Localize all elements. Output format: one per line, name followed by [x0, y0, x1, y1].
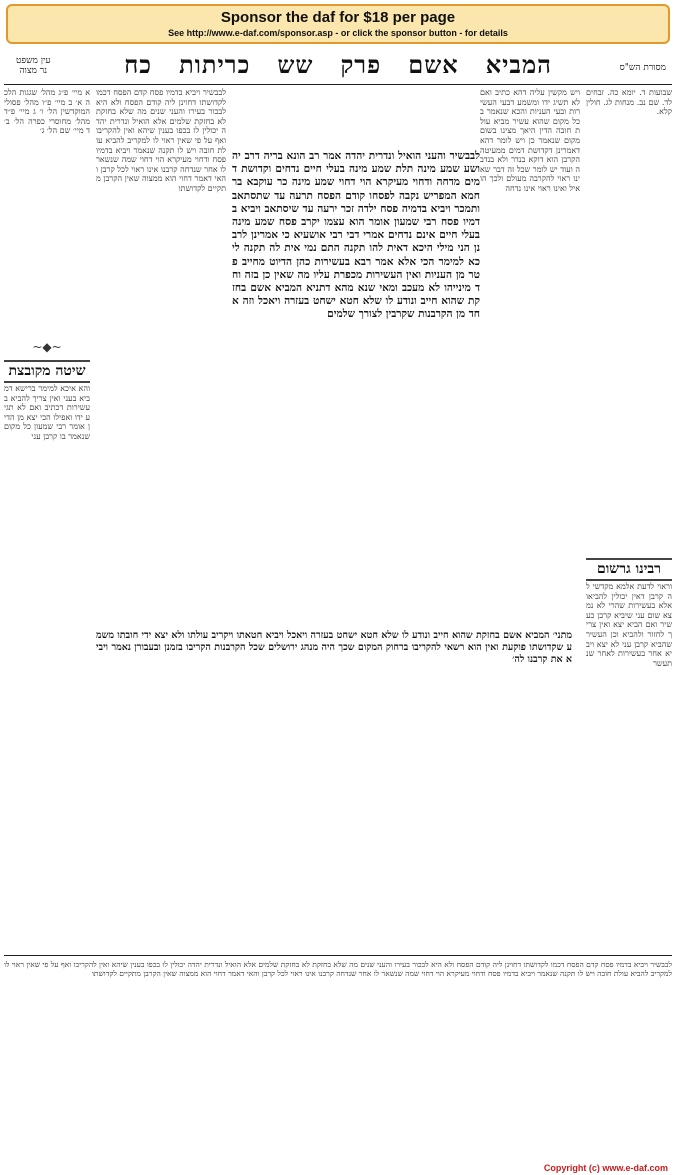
masoret-column: שבועות ד. יומא כה. זבחים לד. שם נב. מנחות לג. חולין קלא.	[586, 88, 672, 117]
title-word: כריתות	[179, 50, 251, 79]
bottom-commentary: לבבשיר ויביא בדמיו פסח קדם הפסח דכמו לקדושתו דחוינן ליה קודם הפסח ולא היא לבכור בעירו והעני שנים מה שלא בחזקת לא בחזקת שלמים אלא הואיל ונדרית יהדה יכולין לו בכפו בענין שיהא ואין להקריבו ואף על פי שאין ראוי לו למקריב להביא עולת חובה ויש לו תקנה שנאמר ויביא בדמיו פסח ודחוי מעיקרא הוי דחוי שמה שנשאר לו אחר שנדחה קרבנו אינו ראוי לכל קרבן והאי דאמר דחוי הוא ממצוה שאין הקרבן מתקיים לקדושתו	[4, 960, 672, 978]
tosafot-column: ויש מקשין עליה דהא כתיב ואם לא תשיג ידו ומשמע דבעי העשירות ובעי העניות והכא שנאמר בכל מקום שהוא עשיר מביא עולת חובה הדין היאך מצינו בשום מקום שנאמר כן ויש לומר דהא דאמרינן דקדושת דמים ממעיטה הקרבן הוא דוקא בנדר ולא בנדבה ועוד יש לומר שכל זה דבר שאינו ראוי להקרבה מעולם ולכך הואיל ואינו ראוי אינו נדחה	[480, 88, 580, 193]
sponsor-banner[interactable]	[6, 4, 670, 44]
rashi-column: לבבשיר ויביא בדמיו פסח קדם הפסח דכמו לקדושתו דחוינן ליה קודם הפסח ולא היא לבכור בעירו והעני שנים מה שלא בחזקת לא בחזקת שלמים אלא הואיל ונדרית יהדה יכולין לו בכפו בענין שיהא ואין להקריבו ואף על פי שאין ראוי לו למקריב להביא עולת חובה ויש לו תקנה שנאמר ויביא בדמיו פסח ודחוי מעיקרא הוי דחוי שמה שנשאר לו אחר שנדחה קרבנו אינו ראוי לכל קרבן והאי דאמר דחוי הוא ממצוה שאין הקרבן מתקיים לקדושתו	[96, 88, 226, 193]
rabbeinu-gershom-heading: רבינו גרשום	[586, 558, 672, 581]
title-word: המביא	[485, 50, 552, 79]
title-word: פרק	[340, 50, 382, 79]
copyright-notice[interactable]: Copyright (c) www.e-daf.com	[543, 1163, 668, 1173]
sponsor-subline[interactable]: See http://www.e-daf.com/sponsor.asp - or click the sponsor button - for details	[168, 28, 508, 38]
masoret-hashas-heading: מסורת הש"ס	[619, 63, 666, 73]
ein-mishpat-label: עין משפט	[16, 56, 51, 66]
shita-mekubetzet-heading: שיטה מקובצת	[4, 360, 90, 383]
rabbeinu-gershom-column: וראוי לדעת אלמא מקדשי לה קרבן דאין יכולין להביאו אלא בעשירות שהרי לא נמצא שום עני שיביא קרבן כעשיר ואם הביא יצא ואין צריך לחזור ולהביא וכן העשיר שהביא קרבן עני לא יצא ויביא אחר בעשירות לאחר שנתעשר	[586, 582, 672, 668]
ein-mishpat-column: א מיי׳ פ״ג מהל׳ שגגות הלכה א׳ ב מיי׳ פ״ו מהל׳ פסולי המוקדשין הל׳ ו׳ ג מיי׳ פ״ד מהל׳ מחוסרי כפרה הל׳ ב׳ ד מיי׳ שם הל׳ ג׳	[4, 88, 90, 136]
shita-mekubetzet-column: והא איכא למימר ברישא דמביא בעני ואין צריך להביא בעשירות דכתיב ואם לא תגיע ידו ואפילו הכי יצא מן הדין אומר רבי שמעון כל מקום שנאמר בו קרבן עני	[4, 384, 90, 441]
header-rule	[4, 84, 672, 85]
ein-mishpat-heading	[16, 56, 50, 76]
folio-number: כח	[124, 50, 152, 79]
gemara-main-text: לבבשיר והעני הואיל ונדרית יהדה אמר רב הונא בריה דרב יהושע שמע מינה תלת שמע מינה בעלי חיים נדחים וקדושת דמים מדחה ודחוי מעיקרא הוי דחוי שמע מינה כר עוקבא בר חמא המפריש נקבה לפסחו קודם הפסח תרעה עד שתסתאב ותמכר ויביא בדמיה פסח ילדה זכר ירעה עד שיסתאב ויביא בדמיו פסח רבי שמעון אומר הוא עצמו יקרב פסח שמע מינה בעלי חיים אינם נדחים אמרי דבי רבי אושעיא כי אמרינן לרבנן הני מילי היכא דאית להו תקנה התם נמי אית לה תקנה ליכא למימר הכי אלא אמר רבא בעשירות כהן הדיוט מחייב פטר מן העניות ואין העשירות מכפרת עליו מה שאין כן בזה וחד מינייהו לא מעכב ומאי שנא מהא דתניא המביא אשם בחזקת שהוא חייב ונודע לו שלא חטא ישחט בעזרה ויאכל וזה אחד מן הקרבנות שקרבין לצורך שלמים	[232, 150, 480, 321]
title-word: אשם	[408, 50, 459, 79]
talmud-page	[4, 50, 672, 1158]
sponsor-headline: Sponsor the daf for $18 per page	[220, 9, 456, 26]
page-header	[4, 50, 672, 84]
chapter-title	[124, 50, 552, 80]
mishna-gemara-lower: מתני׳ המביא אשם בחזקת שהוא חייב ונודע לו שלא חטא ישחט בעזרה ויאכל ויביא חטאתו ויקריב עולתו ולא יצא ידי חובתו משמע שקדושתו פוקעת ואין הוא רשאי להקריבו ברחוק המקום שכך היה מנהג ירושלים שכל הקרבנות הקריבו בזמנן ובעבורן נאמר ויביא את קרבנו לה׳	[96, 630, 572, 665]
ornament-divider: ~◆~	[32, 340, 62, 354]
title-word: שש	[277, 50, 314, 79]
ner-mitzvah-label: נר מצוה	[19, 66, 48, 76]
lower-rule	[4, 955, 672, 956]
